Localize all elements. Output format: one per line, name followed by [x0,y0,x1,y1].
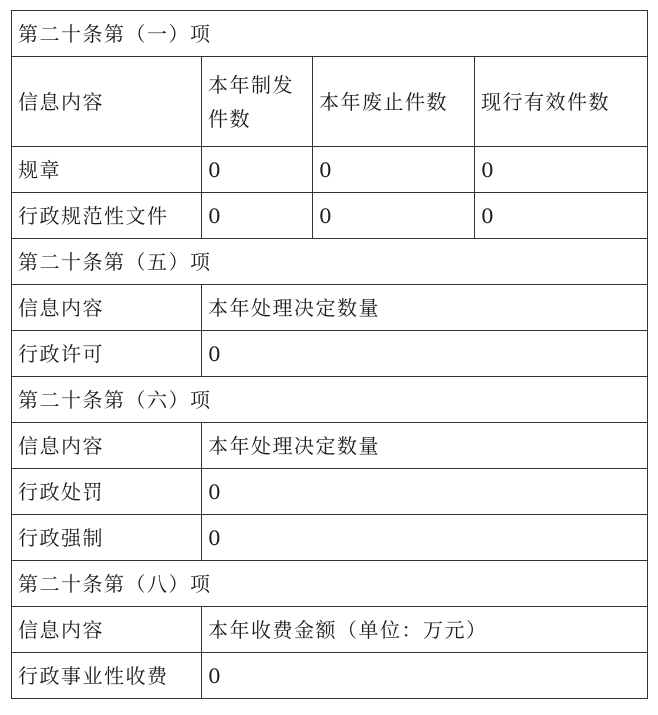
cell-value: 0 [202,469,648,515]
table-header-row [12,607,648,653]
cell-valid: 0 [475,147,648,193]
disclosure-table-frame [11,10,647,703]
header-valid-count: 现行有效件数 [475,57,648,147]
table-row [12,515,648,561]
cell-issued: 0 [202,147,313,193]
row-label: 行政许可 [12,331,202,377]
row-label: 行政处罚 [12,469,202,515]
header-issued-count: 本年制发件数 [202,57,313,147]
section-title: 第二十条第（五）项 [12,239,648,285]
section-title-row [12,377,648,423]
header-info-content: 信息内容 [12,423,202,469]
table-row [12,147,648,193]
table-row [12,653,648,699]
row-label: 行政规范性文件 [12,193,202,239]
cell-value: 0 [202,331,648,377]
row-label: 规章 [12,147,202,193]
table-row [12,331,648,377]
section-title-row [12,11,648,57]
table-header-row [12,285,648,331]
cell-value: 0 [202,515,648,561]
section-title: 第二十条第（八）项 [12,561,648,607]
cell-abolished: 0 [313,147,475,193]
header-abolished-count: 本年废止件数 [313,57,475,147]
section-title: 第二十条第（六）项 [12,377,648,423]
cell-abolished: 0 [313,193,475,239]
section-title: 第二十条第（一）项 [12,11,648,57]
cell-value: 0 [202,653,648,699]
table-header-row [12,423,648,469]
header-value: 本年处理决定数量 [202,423,648,469]
header-info-content: 信息内容 [12,57,202,147]
header-value: 本年收费金额（单位：万元） [202,607,648,653]
cell-issued: 0 [202,193,313,239]
section-title-row [12,561,648,607]
header-value: 本年处理决定数量 [202,285,648,331]
section-title-row [12,239,648,285]
header-info-content: 信息内容 [12,285,202,331]
header-info-content: 信息内容 [12,607,202,653]
table-header-row [12,57,648,147]
disclosure-table [11,10,648,699]
row-label: 行政事业性收费 [12,653,202,699]
row-label: 行政强制 [12,515,202,561]
table-row [12,469,648,515]
cell-valid: 0 [475,193,648,239]
table-row [12,193,648,239]
